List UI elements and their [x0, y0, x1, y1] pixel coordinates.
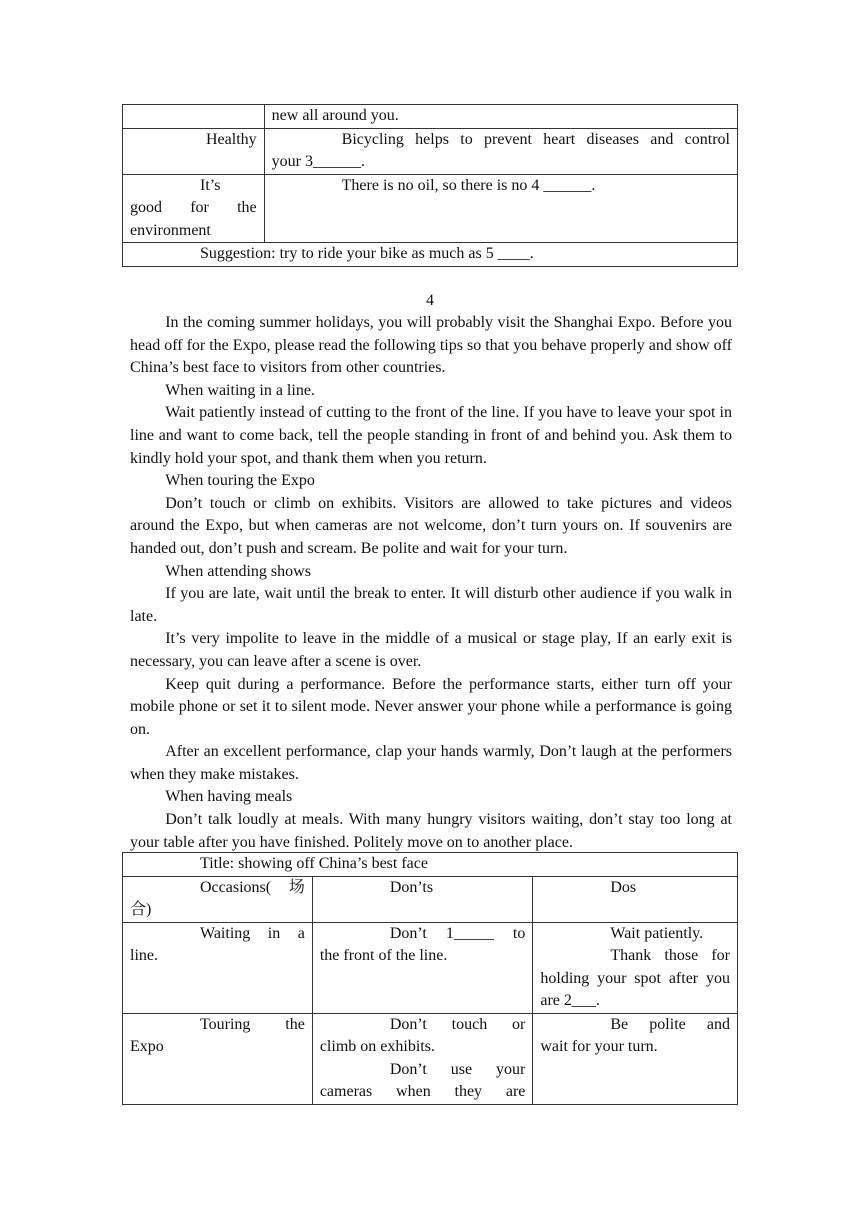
- table-cell: There is no oil, so there is no 4 ______.: [264, 174, 737, 243]
- table-row: [123, 174, 738, 243]
- header-cell: Dos: [533, 876, 738, 922]
- section-number: 4: [426, 292, 434, 309]
- paragraph: It’s very impolite to leave in the middle of a musical or stage play, If an early exit is necessary, you can leave after a scene is over.: [130, 630, 732, 670]
- table-cell: Waiting in a line.: [123, 922, 313, 1013]
- table-title-cell: Title: showing off China’s best face: [123, 853, 738, 877]
- table-cell: Healthy: [123, 128, 265, 174]
- table-row: [123, 853, 738, 877]
- table-row: [123, 922, 738, 1013]
- reading-passage: [130, 312, 732, 854]
- section-heading: When waiting in a line.: [165, 381, 315, 399]
- expo-table: [122, 852, 738, 1105]
- table-cell: Don’t 1_____ to the front of the line.: [312, 922, 533, 1013]
- table-cell: [123, 105, 265, 129]
- table-cell: Touring the Expo: [123, 1013, 313, 1104]
- paragraph: Don’t talk loudly at meals. With many hungry visitors waiting, don’t stay too long at your table after you have finished. Politely move on to another place.: [130, 811, 732, 851]
- table-row: [123, 243, 738, 267]
- header-cell: Occasions( 场 合): [123, 876, 313, 922]
- table-cell: Don’t touch or climb on exhibits. Don’t use your cameras when they are: [312, 1013, 533, 1104]
- table-cell: It’s good for the environment: [123, 174, 265, 243]
- section-heading: When touring the Expo: [165, 472, 315, 490]
- header-cell: Don’ts: [312, 876, 533, 922]
- table-header-row: [123, 876, 738, 922]
- paragraph: After an excellent performance, clap your hands warmly, Don’t laugh at the performers when they make mistakes.: [130, 743, 732, 783]
- table-cell: Bicycling helps to prevent heart diseases and control your 3______.: [264, 128, 737, 174]
- table-row: [123, 128, 738, 174]
- paragraph: Don’t touch or climb on exhibits. Visitors are allowed to take pictures and videos around the Expo, but when cameras are not welcome, don’t turn yours on. If souvenirs are handed out, don’t push and scream. Be polite and wait for your turn.: [130, 494, 732, 557]
- suggestion-cell: Suggestion: try to ride your bike as much as 5 ____.: [123, 243, 738, 267]
- table-row: [123, 1013, 738, 1104]
- section-heading: When having meals: [165, 788, 293, 806]
- bicycle-table: [122, 104, 738, 267]
- table-row: [123, 105, 738, 129]
- table-cell: Wait patiently. Thank those for holding your spot after you are 2___.: [533, 922, 738, 1013]
- table-cell: Be polite and wait for your turn.: [533, 1013, 738, 1104]
- paragraph: Wait patiently instead of cutting to the front of the line. If you have to leave your spot in line and want to come back, tell the people standing in front of and behind you. Ask them to kindly hold your spot, and thank them when you return.: [130, 404, 732, 467]
- paragraph: In the coming summer holidays, you will probably visit the Shanghai Expo. Before you head off for the Expo, please read the following tips so that you behave properly and show off China’s best face to visitors from other countries.: [130, 314, 732, 377]
- paragraph: Keep quit during a performance. Before the performance starts, either turn off your mobile phone or set it to silent mode. Never answer your phone while a performance is going on.: [130, 675, 732, 738]
- section-heading: When attending shows: [165, 562, 311, 580]
- paragraph: If you are late, wait until the break to enter. It will disturb other audience if you walk in late.: [130, 585, 732, 625]
- table-cell: new all around you.: [264, 105, 737, 129]
